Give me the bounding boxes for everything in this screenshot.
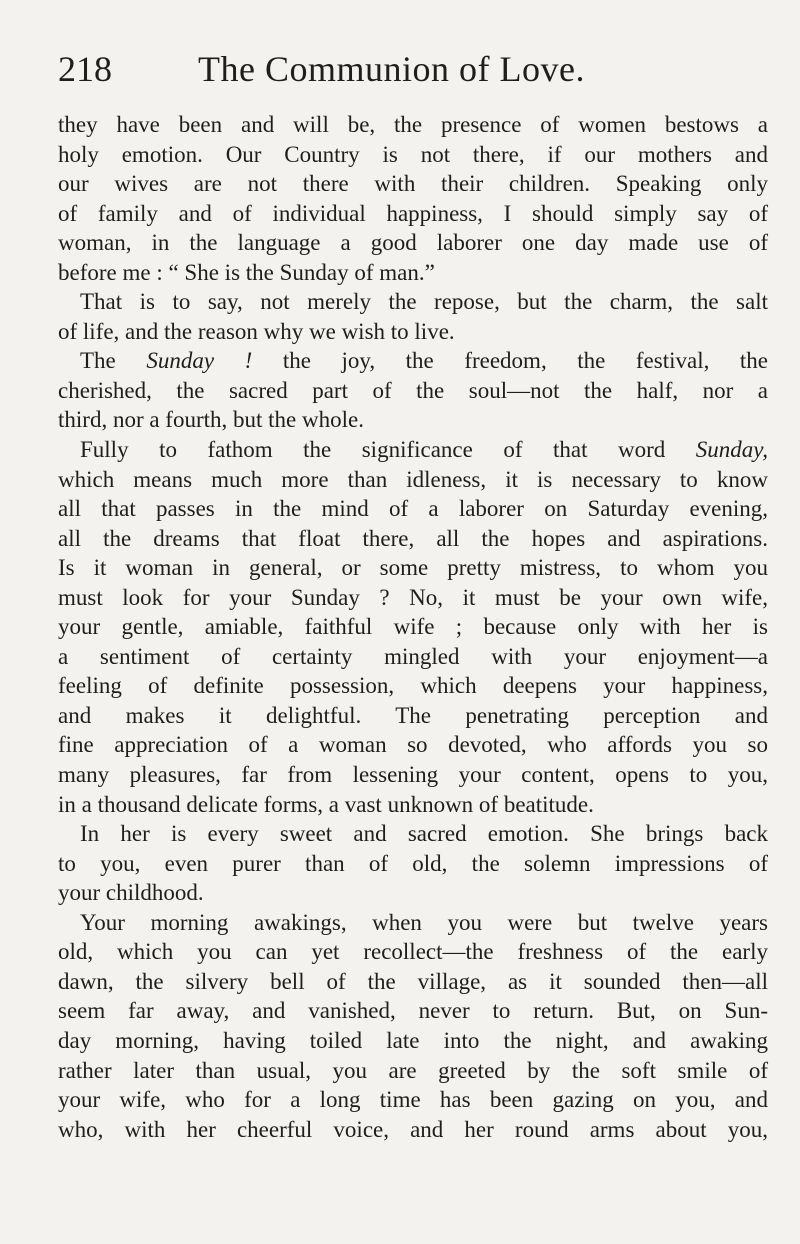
text-run: the joy, the freedom, the festival, the	[282, 348, 768, 374]
text-line: seem far away, and vanished, never to return. But, on Sun-	[58, 998, 768, 1024]
text-line-mixed	[58, 435, 768, 465]
text-line: Is it woman in general, or some pretty mistress, to whom you	[58, 555, 768, 581]
text-line: they have been and will be, the presence of women bestows a	[58, 112, 768, 137]
text-line: of life, and the reason why we wish to live.	[58, 318, 455, 344]
text-run: The	[80, 348, 116, 374]
italic-word: Sunday,	[695, 437, 768, 463]
text-line: a sentiment of certainty mingled with your enjoyment—a	[58, 643, 768, 669]
text-line: to you, even purer than of old, the solemn impressions of	[58, 850, 768, 876]
italic-word: Sunday !	[146, 348, 253, 374]
text-line: in a thousand delicate forms, a vast unknown of beatitude.	[58, 791, 594, 817]
text-line-mixed	[58, 346, 768, 376]
text-line: all that passes in the mind of a laborer on Saturday evening,	[58, 496, 768, 522]
text-line: Your morning awakings, when you were but twelve years	[80, 909, 768, 935]
text-line: your wife, who for a long time has been gazing on you, and	[58, 1087, 768, 1113]
text-line: day morning, having toiled late into the night, and awaking	[58, 1027, 768, 1053]
text-line: In her is every sweet and sacred emotion. She brings back	[80, 821, 768, 847]
text-line: must look for your Sunday ? No, it must be your own wife,	[58, 584, 768, 610]
text-line: dawn, the silvery bell of the village, as it sounded then—all	[58, 968, 768, 994]
text-line: woman, in the language a good laborer one day made use of	[58, 230, 768, 256]
text-line: and makes it delightful. The penetrating perception and	[58, 702, 768, 728]
text-line: your gentle, amiable, faithful wife ; because only with her is	[58, 614, 768, 640]
text-line: our wives are not there with their children. Speaking only	[58, 171, 768, 197]
text-line: holy emotion. Our Country is not there, if our mothers and	[58, 141, 768, 167]
text-line: That is to say, not merely the repose, but the charm, the salt	[80, 289, 768, 315]
text-line: rather later than usual, you are greeted by the soft smile of	[58, 1057, 768, 1083]
text-run: Fully to fathom the significance of that word	[80, 437, 666, 463]
text-line: which means much more than idleness, it is necessary to know	[58, 466, 768, 492]
text-line: old, which you can yet recollect—the freshness of the early	[58, 939, 768, 965]
text-line: cherished, the sacred part of the soul—not the half, nor a	[58, 377, 768, 403]
text-line: all the dreams that float there, all the hopes and aspirations.	[58, 525, 768, 551]
text-line: who, with her cheerful voice, and her round arms about you,	[58, 1116, 768, 1142]
page-number: 218	[58, 49, 112, 89]
text-line: many pleasures, far from lessening your content, opens to you,	[58, 762, 768, 788]
running-head	[58, 46, 758, 92]
text-line: of family and of individual happiness, I should simply say of	[58, 200, 768, 226]
text-line: fine appreciation of a woman so devoted, who affords you so	[58, 732, 768, 758]
text-line: third, nor a fourth, but the whole.	[58, 407, 364, 433]
body-text	[58, 110, 768, 1144]
running-title: The Communion of Love.	[198, 49, 585, 89]
text-line: feeling of definite possession, which deepens your happiness,	[58, 673, 768, 699]
text-line: your childhood.	[58, 880, 204, 906]
text-line: before me : “ She is the Sunday of man.”	[58, 259, 435, 285]
